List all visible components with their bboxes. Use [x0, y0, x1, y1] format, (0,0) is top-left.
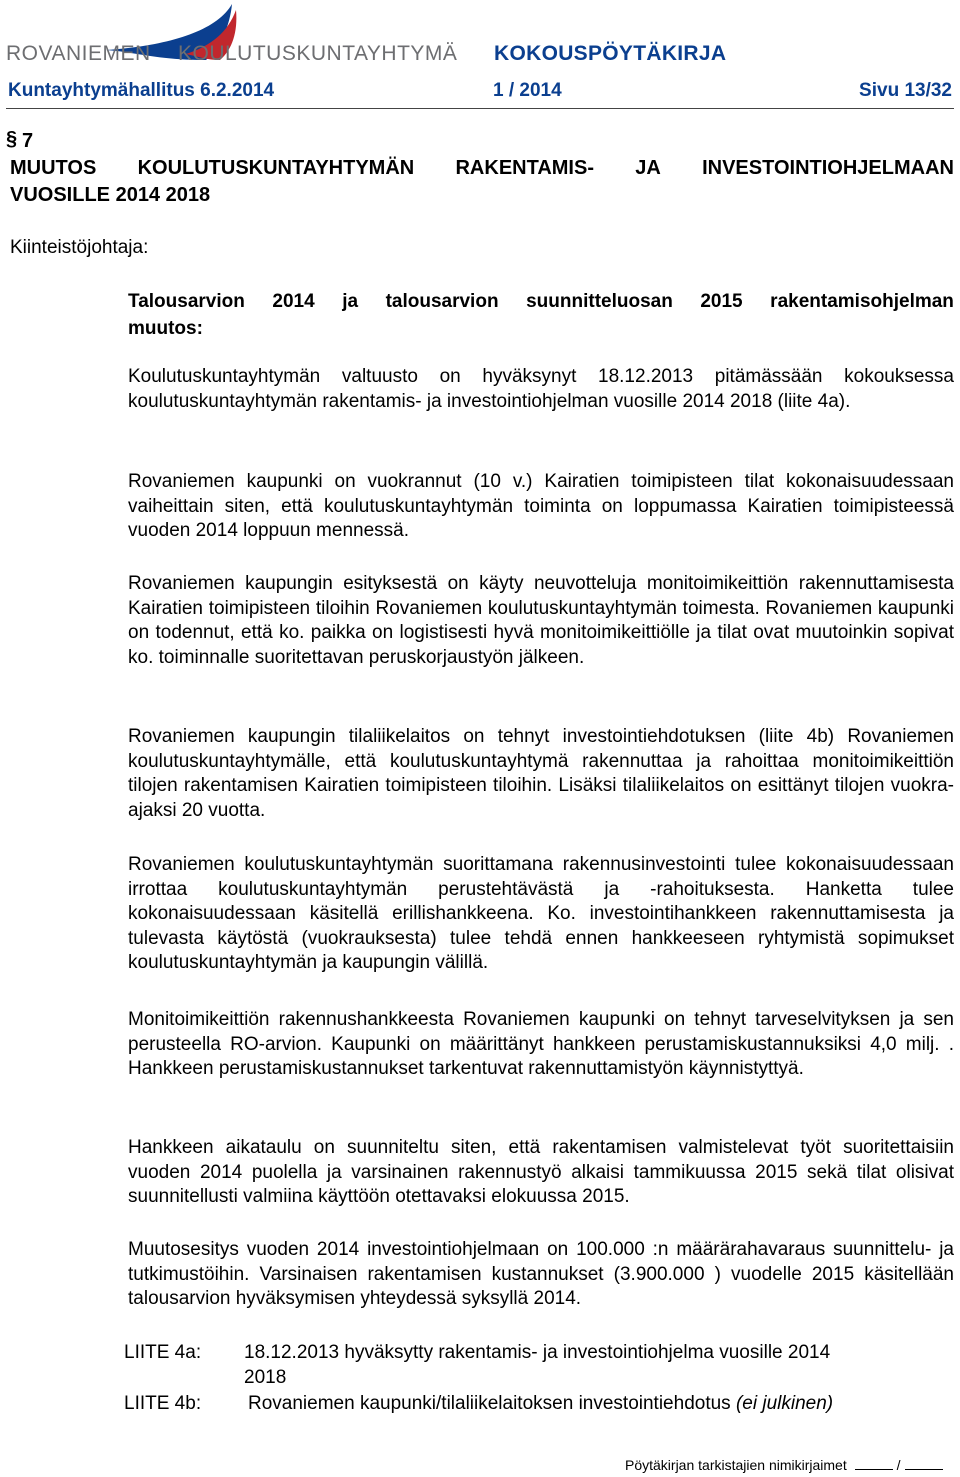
title-word: KOULUTUSKUNTAYHTYMÄN	[137, 157, 415, 179]
subheading-word: suunnitteluosan	[526, 291, 673, 312]
title-word: RAKENTAMIS-	[455, 157, 594, 179]
logo-text-right: KOULUTUSKUNTAYHTYMÄ	[178, 42, 458, 65]
subheading-word: talousarvion	[385, 291, 499, 312]
paragraph-7: Hankkeen aikataulu on suunniteltu siten, että rakentamisen valmistelevat työt suoritettaisiin vuoden 2014 puolella ja varsinainen rakennustyö alkaisi tammikuussa 2015 sekä tilat olisivat suunnitellusti valmiina käyttöön otettavaksi elokuussa 2015.	[128, 1137, 954, 1207]
subheading-word: Talousarvion	[128, 291, 245, 312]
page-number: Sivu 13/32	[859, 80, 952, 101]
header-divider	[6, 108, 954, 109]
title-word: JA	[635, 157, 661, 179]
section-title-line2: VUOSILLE 2014 2018	[10, 184, 211, 206]
paragraph-3: Rovaniemen kaupungin esityksestä on käyty neuvotteluja monitoimikeittiön rakennuttamisesta Kairatien toimipisteen tiloihin Rovaniemen koulutuskuntayhtymän toimesta. Rovaniemen kaupunki on todennut, että ko. paikka on logistisesti hyvä monitoimikeittiölle ja tilat ovat muutoinkin sopivat ko. toiminnalle suoritettavan peruskorjaustyön jälkeen.	[128, 573, 954, 668]
subheading-word: rakentamisohjelman	[770, 291, 954, 312]
subheading	[128, 288, 954, 342]
page-footer	[625, 1457, 947, 1473]
paragraph-5: Rovaniemen koulutuskuntayhtymän suorittamana rakennusinvestointi tulee kokonaisuudessaan irrottaa koulutuskuntayhtymän perustehtävästä ja -rahoituksesta. Hanketta tulee kokonaisuudessaan käsitellä erillishankkeena. Ko. investointihankkeen rakennuttamisesta ja tulevasta käytöstä (vuokrauksesta) tulee tehdä ennen hankkeeseen ryhtymistä sopimukset koulutuskuntayhtymän ja kaupungin välillä.	[128, 854, 954, 973]
attachment-text-cont: 2018	[244, 1367, 287, 1388]
attachment-note: (ei julkinen)	[735, 1393, 834, 1414]
initials-blank-2	[905, 1457, 943, 1470]
paragraph-4: Rovaniemen kaupungin tilaliikelaitos on tehnyt investointiehdotuksen (liite 4b) Rovaniemen koulutuskuntayhtymälle, että koulutuskuntayhtymä rakennuttaa ja rahoittaa monitoimikeittiön tilojen rakentamisen Kairatien toimipisteen tiloihin. Lisäksi tilaliikelaitos on esittänyt tilojen vuokra-ajaksi 20 vuotta.	[128, 726, 954, 821]
initials-blank-1	[855, 1457, 893, 1470]
section-title-line1	[10, 155, 954, 182]
logo-text-left: ROVANIEMEN	[6, 42, 151, 65]
meeting-number: 1 / 2014	[493, 80, 562, 101]
paragraph-1: Koulutuskuntayhtymän valtuusto on hyväksynyt 18.12.2013 pitämässään kokouksessa koulutuskuntayhtymän rakentamis- ja investointiohjelman vuosille 2014 2018 (liite 4a).	[128, 366, 954, 412]
footer-separator: /	[896, 1457, 901, 1473]
paragraph-2: Rovaniemen kaupunki on vuokrannut (10 v.) Kairatien toimipisteen tilat kokonaisuudessaan vaiheittain siten, että koulutuskuntayhtymän toiminta on loppumassa Kairatien toimipisteessä vuoden 2014 loppuun mennessä.	[128, 471, 954, 541]
section-title	[10, 128, 954, 209]
title-word: MUUTOS	[10, 157, 97, 179]
paragraph-6: Monitoimikeittiön rakennushankkeesta Rovaniemen kaupunki on tehnyt tarveselvityksen ja sen perusteella RO-arvion. Kaupunki on määrittänyt hankkeen perustamiskustannuksiksi 4,0 milj. . Hankkeen perustamiskustannukset tarkentuvat rakennuttamistyön käynnistyttyä.	[128, 1009, 954, 1079]
title-word: INVESTOINTIOHJELMAAN	[702, 157, 954, 179]
paragraph-8: Muutosesitys vuoden 2014 investointiohjelmaan on 100.000 :n määrärahavaraus suunnittelu- ja tutkimustöihin. Varsinaisen rakentamisen kustannukset (3.900.000 ) vuodelle 2015 käsitellään talousarvion hyväksymisen yhteydessä syksyllä 2014.	[128, 1239, 954, 1309]
footer-text: Pöytäkirjan tarkistajien nimikirjaimet	[625, 1457, 847, 1473]
subheading-word: ja	[342, 291, 359, 312]
attachment-label: LIITE 4a:	[124, 1342, 202, 1363]
organization-logo	[6, 2, 458, 66]
subheading-word: 2015	[700, 291, 743, 312]
page-header	[8, 80, 952, 106]
document-type: KOKOUSPÖYTÄKIRJA	[494, 42, 727, 65]
attachment-text: Rovaniemen kaupunki/tilaliikelaitoksen investointiehdotus (ei julkinen)	[248, 1393, 834, 1414]
section-symbol: §	[6, 128, 18, 150]
subheading-line1	[128, 288, 954, 315]
author-label: Kiinteistöjohtaja:	[10, 237, 149, 258]
subheading-line2: muutos:	[128, 318, 203, 339]
attachment-text: 18.12.2013 hyväksytty rakentamis- ja investointiohjelma vuosille 2014	[244, 1342, 831, 1363]
section-number: 7	[22, 130, 34, 152]
subheading-word: 2014	[272, 291, 315, 312]
attachment-label: LIITE 4b:	[124, 1393, 202, 1414]
meeting-name: Kuntayhtymähallitus 6.2.2014	[8, 80, 275, 101]
